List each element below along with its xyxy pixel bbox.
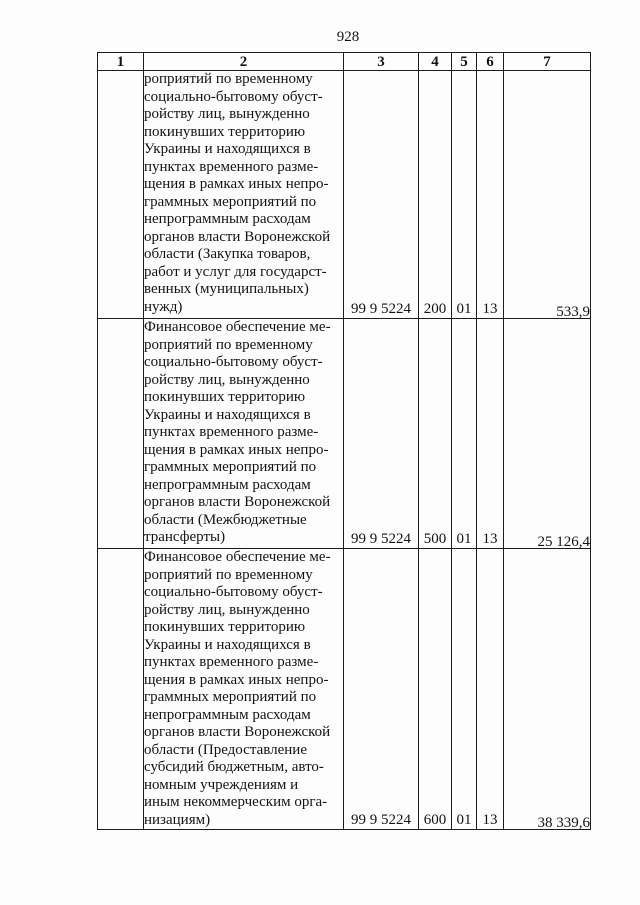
description-line: пунктах временного разме- xyxy=(144,424,319,440)
section-cell: 01 xyxy=(452,549,477,830)
subsection-cell: 13 xyxy=(477,71,504,319)
table-row xyxy=(98,319,591,549)
header-col-6: 6 xyxy=(477,53,504,71)
description-line: щения в рамках иных непро- xyxy=(144,176,329,192)
table-row xyxy=(98,549,591,830)
empty-cell xyxy=(98,549,144,830)
description-line: органов власти Воронежской xyxy=(144,724,331,740)
description-line: щения в рамках иных непро- xyxy=(144,441,329,458)
header-col-5: 5 xyxy=(452,53,477,71)
header-col-4: 4 xyxy=(419,53,452,71)
description-line: органов власти Воронежской xyxy=(144,494,331,510)
amount-cell: 25 126,4 xyxy=(504,319,591,549)
description-line: пунктах временного разме- xyxy=(144,654,319,670)
description-line: щения в рамках иных непро- xyxy=(144,671,329,688)
header-col-3: 3 xyxy=(344,53,419,71)
description-line: социально-бытовому обуст- xyxy=(144,88,323,105)
description-line: области (Закупка товаров, xyxy=(144,246,311,262)
description-cell xyxy=(144,71,344,319)
description-line: субсидий бюджетным, авто- xyxy=(144,759,324,775)
page-number: 928 xyxy=(336,29,360,45)
description-line: покинувших территорию xyxy=(144,123,306,140)
description-line: иным некоммерческим орга- xyxy=(144,794,328,810)
empty-cell xyxy=(98,319,144,549)
header-col-1: 1 xyxy=(98,53,144,71)
amount-cell: 533,9 xyxy=(504,71,591,319)
description-line: венных (муниципальных) xyxy=(144,281,309,297)
header-col-7: 7 xyxy=(504,53,591,71)
header-col-2: 2 xyxy=(144,53,344,71)
description-cell xyxy=(144,319,344,549)
description-line: Финансовое обеспечение ме- xyxy=(144,319,331,335)
description-line: граммных мероприятий по xyxy=(144,689,317,705)
budget-table xyxy=(97,52,591,830)
section-cell: 01 xyxy=(452,71,477,319)
description-line: непрограммным расходам xyxy=(144,211,311,227)
description-line: ройству лиц, вынужденно xyxy=(144,601,310,618)
description-line: роприятий по временному xyxy=(144,566,313,583)
description-line: ройству лиц, вынужденно xyxy=(144,106,310,122)
description-line: Украины и находящихся в xyxy=(144,141,311,157)
table-header-row xyxy=(98,53,591,71)
description-line: пунктах временного разме- xyxy=(144,158,319,175)
description-line: граммных мероприятий по xyxy=(144,459,317,475)
description-line: покинувших территорию xyxy=(144,389,306,405)
table-row xyxy=(98,71,591,319)
expense-type-cell: 200 xyxy=(419,71,452,319)
description-line: покинувших территорию xyxy=(144,619,306,635)
description-line: низациям) xyxy=(144,811,211,828)
amount-cell: 38 339,6 xyxy=(504,549,591,830)
empty-cell xyxy=(98,71,144,319)
description-line: непрограммным расходам xyxy=(144,706,311,723)
target-code-cell: 99 9 5224 xyxy=(344,319,419,549)
description-line: трансферты) xyxy=(144,529,226,545)
description-line: Украины и находящихся в xyxy=(144,406,311,423)
description-line: области (Межбюджетные xyxy=(144,511,307,528)
description-line: роприятий по временному xyxy=(144,336,313,353)
description-line: органов власти Воронежской xyxy=(144,228,331,245)
description-line: роприятий по временному xyxy=(144,71,313,87)
subsection-cell: 13 xyxy=(477,549,504,830)
expense-type-cell: 500 xyxy=(419,319,452,549)
expense-type-cell: 600 xyxy=(419,549,452,830)
description-line: номным учреждениям и xyxy=(144,776,299,793)
description-line: работ и услуг для государст- xyxy=(144,263,327,280)
description-line: социально-бытовому обуст- xyxy=(144,584,323,600)
target-code-cell: 99 9 5224 xyxy=(344,549,419,830)
description-line: Финансовое обеспечение ме- xyxy=(144,549,331,565)
subsection-cell: 13 xyxy=(477,319,504,549)
target-code-cell: 99 9 5224 xyxy=(344,71,419,319)
section-cell: 01 xyxy=(452,319,477,549)
description-line: Украины и находящихся в xyxy=(144,636,311,653)
description-line: ройству лиц, вынужденно xyxy=(144,371,310,388)
description-cell xyxy=(144,549,344,830)
description-line: социально-бытовому обуст- xyxy=(144,354,323,370)
description-line: граммных мероприятий по xyxy=(144,193,317,210)
description-line: непрограммным расходам xyxy=(144,476,311,493)
description-line: нужд) xyxy=(144,298,183,315)
description-line: области (Предоставление xyxy=(144,741,307,758)
